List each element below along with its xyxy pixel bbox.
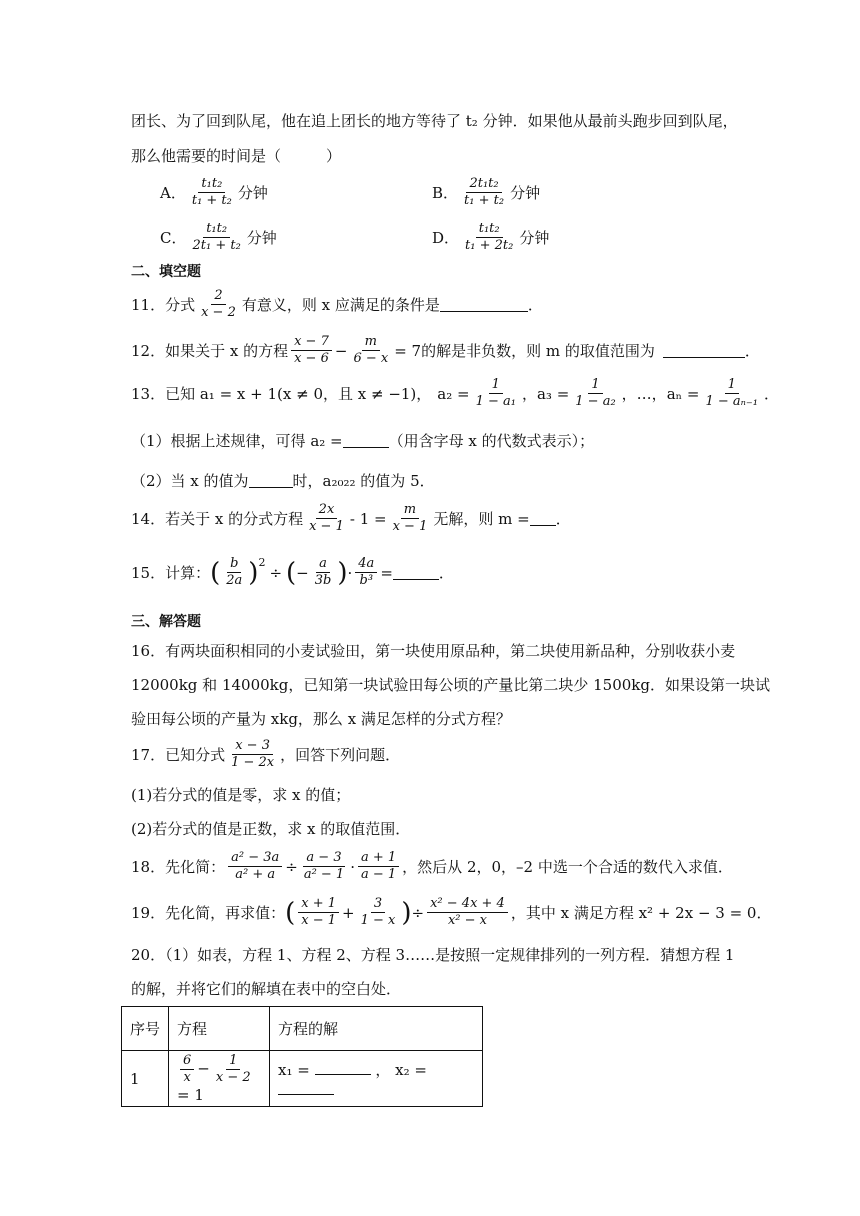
q12-answer-blank[interactable] bbox=[663, 343, 745, 358]
q10-option-d: D． $\frac{\text{t₁t₂}}{\text{t₁ + 2t₂}}$ 分钟 bbox=[432, 221, 550, 253]
x1-answer-blank[interactable] bbox=[315, 1060, 371, 1075]
q10-option-c: C． $\frac{\text{t₁t₂}}{\text{2t₁ + t₂}}$ 分钟 bbox=[160, 221, 277, 253]
q12: 12．如果关于 x 的方程 $\frac{x - 7}{x - 6}$ − $\frac{m}{6 - x}$ = 7 的解是非负数，则 m 的取值范围为 ． bbox=[131, 334, 760, 366]
q13-sub2: （2）当 x 的值为 时，a₂₀₂₂ 的值为 5． bbox=[131, 472, 435, 490]
q19: 19．先化简，再求值： ( $\frac{x + 1}{x - 1}$ + $\frac{3}{1 - x}$ ) ÷ $\frac{\text{x² − 4x + 4}}{\text{x² − x}}$ ，其中 x 满足方程 x² + 2x − 3 = 0． bbox=[131, 896, 772, 928]
table-cell-index: 1 bbox=[122, 1051, 169, 1107]
table-header-solution: 方程的解 bbox=[270, 1007, 483, 1051]
q10-option-a: A． $\frac{\text{t₁t₂}}{\text{t₁ + t₂}}$ 分钟 bbox=[160, 176, 268, 208]
q13: 13．已知 a₁ = x + 1(x ≠ 0，且 x ≠ −1)， a₂ = $\frac{1}{\text{1 − a₁}}$ ， a₃ = $\frac{1}{\text{1 − a₂}}$ ，…， aₙ = $\frac{1}{\text{1 − aₙ₋₁}}$ ． bbox=[131, 377, 780, 409]
x2-answer-blank[interactable] bbox=[278, 1080, 334, 1095]
q11: 11．分式 $\frac{2}{x - 2}$ 有意义，则 x 应满足的条件是 ． bbox=[131, 288, 543, 320]
q17: 17．已知分式 $\frac{x - 3}{1 - 2x}$ ，回答下列问题． bbox=[131, 738, 401, 770]
q13-sub1: （1）根据上述规律，可得 a₂ = （用含字母 x 的代数式表示）； bbox=[131, 432, 595, 450]
table-header-equation: 方程 bbox=[169, 1007, 270, 1051]
q18: 18．先化简： $\frac{\text{a² − 3a}}{\text{a² + a}}$ ÷ $\frac{a - 3}{\text{a² − 1}}$ · $\frac{a + 1}{a - 1}$ ，然后从 2，0，–2 中选一个合适的数代入求值． bbox=[131, 850, 733, 882]
q17-sub2: (2)若分式的值是正数，求 x 的取值范围． bbox=[131, 820, 411, 838]
q16-line2: 12000kg 和 14000kg，已知第一块试验田每公顷的产量比第二块少 1500kg．如果设第一块试 bbox=[131, 676, 770, 694]
q20-line1: 20．（1）如表，方程 1、方程 2、方程 3……是按照一定规律排列的一列方程．猜想方程 1 bbox=[131, 946, 735, 964]
table-cell-solution: x₁ = ， x₂ = bbox=[270, 1051, 483, 1107]
table-cell-equation: $\frac{6}{x}$ − $\frac{1}{x - 2}$ = 1 bbox=[169, 1051, 270, 1107]
q11-answer-blank[interactable] bbox=[440, 297, 528, 312]
q14: 14．若关于 x 的分式方程 $\frac{2x}{x - 1}$ - 1 = $\frac{m}{x - 1}$ 无解，则 m = ． bbox=[131, 502, 571, 534]
equation-table bbox=[121, 1006, 483, 1107]
table-header-row bbox=[122, 1007, 483, 1051]
q15-answer-blank[interactable] bbox=[393, 565, 439, 580]
section-answer-title: 三、解答题 bbox=[131, 614, 201, 630]
table-row bbox=[122, 1051, 483, 1107]
q10-option-b: B． $\frac{\text{2t₁t₂}}{\text{t₁ + t₂}}$ 分钟 bbox=[432, 176, 541, 208]
q17-sub1: (1)若分式的值是零，求 x 的值； bbox=[131, 786, 351, 804]
table-header-index: 序号 bbox=[122, 1007, 169, 1051]
q15: 15．计算： ( $\frac{b}{2a}$ ) $^2$ ÷ ( − $\frac{a}{3b}$ ) · $\frac{4a}{\text{b³}}$ = ． bbox=[131, 556, 454, 588]
q10-line1: 团长、为了回到队尾，他在追上团长的地方等待了 t₂ 分钟．如果他从最前头跑步回到队尾， bbox=[131, 112, 738, 130]
q14-answer-blank[interactable] bbox=[530, 511, 556, 526]
q20-line2: 的解，并将它们的解填在表中的空白处． bbox=[131, 980, 402, 998]
q13-sub2-blank[interactable] bbox=[249, 473, 293, 488]
q10-line2: 那么他需要的时间是（ ） bbox=[131, 147, 342, 165]
q13-sub1-blank[interactable] bbox=[343, 433, 389, 448]
q16-line1: 16．有两块面积相同的小麦试验田，第一块使用原品种，第二块使用新品种，分别收获小麦 bbox=[131, 642, 736, 660]
section-fill-in-title: 二、填空题 bbox=[131, 264, 201, 280]
q16-line3: 验田每公顷的产量为 xkg，那么 x 满足怎样的分式方程？ bbox=[131, 710, 511, 728]
